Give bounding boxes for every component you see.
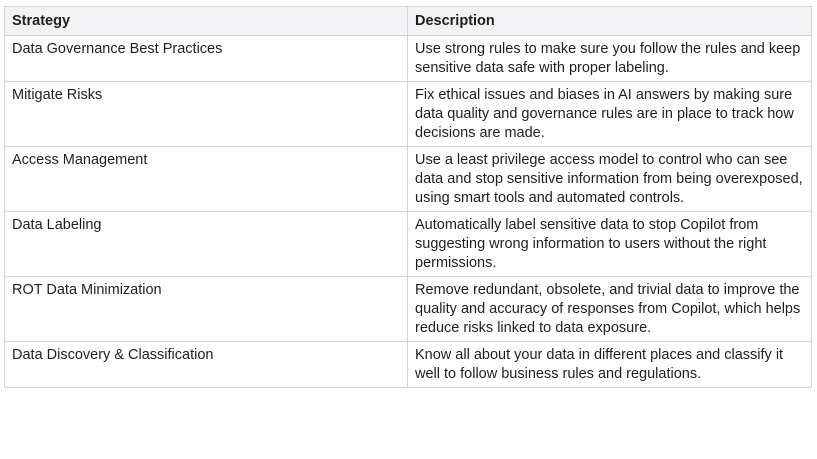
table-row [5, 82, 812, 147]
strategy-cell: Mitigate Risks [5, 82, 408, 147]
column-header-strategy: Strategy [5, 7, 408, 36]
strategy-cell: Data Labeling [5, 212, 408, 277]
description-cell: Fix ethical issues and biases in AI answers by making sure data quality and governance rules are in place to track how decisions are made. [408, 82, 812, 147]
strategy-table [4, 6, 812, 388]
strategy-cell: ROT Data Minimization [5, 277, 408, 342]
description-cell: Use strong rules to make sure you follow the rules and keep sensitive data safe with proper labeling. [408, 36, 812, 82]
description-cell: Know all about your data in different places and classify it well to follow business rules and regulations. [408, 342, 812, 388]
strategy-cell: Access Management [5, 147, 408, 212]
description-cell: Automatically label sensitive data to stop Copilot from suggesting wrong information to users without the right permissions. [408, 212, 812, 277]
table-row [5, 277, 812, 342]
table-row [5, 36, 812, 82]
strategy-cell: Data Discovery & Classification [5, 342, 408, 388]
strategy-cell: Data Governance Best Practices [5, 36, 408, 82]
table-row [5, 212, 812, 277]
column-header-description: Description [408, 7, 812, 36]
table-header-row [5, 7, 812, 36]
table-row [5, 342, 812, 388]
description-cell: Use a least privilege access model to control who can see data and stop sensitive information from being overexposed, using smart tools and automated controls. [408, 147, 812, 212]
table-row [5, 147, 812, 212]
description-cell: Remove redundant, obsolete, and trivial data to improve the quality and accuracy of responses from Copilot, which helps reduce risks linked to data exposure. [408, 277, 812, 342]
